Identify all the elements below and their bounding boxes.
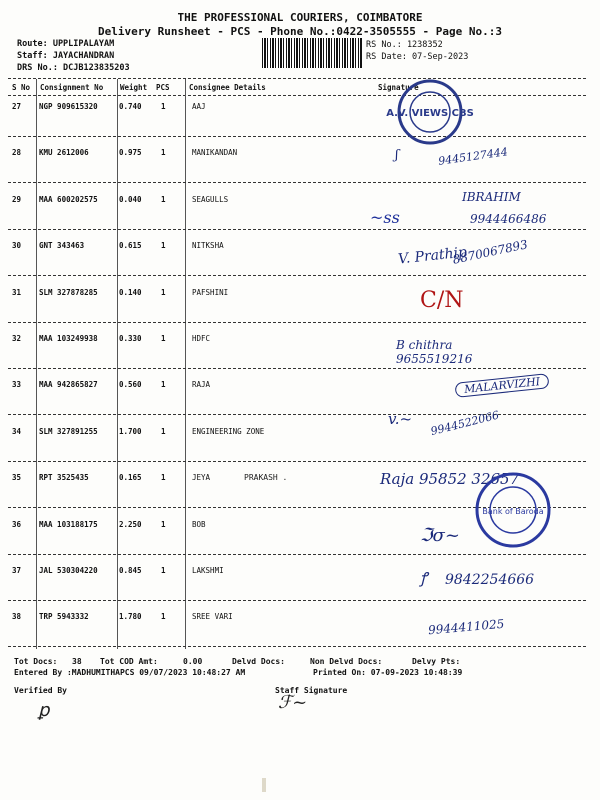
row-weight: 0.165 xyxy=(119,473,142,483)
signature-34: v.~ xyxy=(388,410,413,428)
rs-number: RS No.: 1238352 xyxy=(366,40,443,50)
row-consignment: MAA 103249938 xyxy=(39,334,98,343)
hand-28: 9445127444 xyxy=(437,145,509,168)
row-rule xyxy=(8,229,586,230)
signature-36: ℑσ~ xyxy=(420,525,460,546)
signature-28: ʃ xyxy=(395,148,399,163)
row-weight: 0.040 xyxy=(119,194,142,204)
row-rule xyxy=(8,600,586,601)
row-rule xyxy=(8,461,586,462)
row-consignee: NITKSHA xyxy=(192,241,224,251)
hand-37: 9842254666 xyxy=(445,572,535,588)
row-sno: 31 xyxy=(12,287,22,297)
header-rule-bottom xyxy=(8,95,586,96)
table-row xyxy=(8,98,586,144)
row-pcs: 1 xyxy=(161,241,166,251)
row-pcs: 1 xyxy=(161,426,166,436)
col-consignee: Consignee Details xyxy=(189,83,266,92)
row-consignment: MAA 600202575 xyxy=(39,194,98,204)
row-rule xyxy=(8,322,586,323)
row-pcs: 1 xyxy=(161,380,166,390)
row-consignee: RAJA xyxy=(192,380,211,390)
row-pcs: 1 xyxy=(161,519,166,529)
row-consignment: GNT 343463 xyxy=(39,241,85,251)
hand-32a: B chithra xyxy=(396,338,453,352)
staff-signature-label: Staff Signature xyxy=(275,686,348,695)
row-pcs: 1 xyxy=(161,287,166,297)
entered-by: Entered By :MADHUMITHAPCS 09/07/2023 10:48:27 AM xyxy=(14,668,246,677)
row-consignee: PAFSHINI xyxy=(192,287,229,297)
table-row xyxy=(8,330,586,376)
table-row xyxy=(8,608,586,654)
row-sno: 29 xyxy=(12,194,22,204)
row-consignee: LAKSHMI xyxy=(192,566,224,575)
row-sno: 34 xyxy=(12,426,22,436)
row-pcs: 1 xyxy=(161,612,166,622)
tot-docs-value: 38 xyxy=(72,657,82,666)
table-row xyxy=(8,423,586,469)
company-name: THE PROFESSIONAL COURIERS, COIMBATORE xyxy=(177,11,423,24)
row-weight: 0.615 xyxy=(119,241,142,251)
row-sno: 33 xyxy=(12,380,22,390)
row-consignee: BOB xyxy=(192,519,206,529)
table-row xyxy=(8,284,586,330)
row-rule xyxy=(8,368,586,369)
row-weight: 0.330 xyxy=(119,334,142,343)
hand-jeya-suffix: PRAKASH . xyxy=(244,473,288,482)
runsheet-title: Delivery Runsheet - PCS - Phone No.:0422-3505555 - Page No.:3 xyxy=(98,25,502,38)
row-rule xyxy=(8,554,586,555)
delvy-pts: Delvy Pts: xyxy=(412,657,461,666)
row-consignment: SLM 327891255 xyxy=(39,426,98,436)
paper-mark xyxy=(262,778,266,792)
hand-35: Raja 95852 32657 xyxy=(380,470,520,488)
row-weight: 0.740 xyxy=(119,102,142,111)
bank-stamp xyxy=(470,470,556,550)
delvd-docs: Delvd Docs: xyxy=(232,657,285,666)
row-pcs: 1 xyxy=(161,566,166,575)
row-consignment: MAA 942865827 xyxy=(39,380,98,390)
row-sno: 37 xyxy=(12,566,22,575)
row-consignee: ENGINEERING ZONE xyxy=(192,426,265,436)
hand-38: 9944411025 xyxy=(427,616,505,638)
printed-on: Printed On: 07-09-2023 10:48:39 xyxy=(313,668,463,677)
row-pcs: 1 xyxy=(161,194,166,204)
drs-number: DRS No.: DCJB123835203 xyxy=(17,63,130,73)
col-weight: Weight xyxy=(120,83,148,92)
row-rule xyxy=(8,646,586,647)
row-rule xyxy=(8,275,586,276)
row-weight: 2.250 xyxy=(119,519,142,529)
hand-30b: 8870067893 xyxy=(451,237,529,267)
rs-date: RS Date: 07-Sep-2023 xyxy=(366,52,469,62)
non-delvd-docs: Non Delvd Docs: xyxy=(310,657,383,666)
bank-stamp-text: Bank of Baroda xyxy=(482,507,544,516)
row-consignee: SREE VARI xyxy=(192,612,233,622)
row-weight: 1.780 xyxy=(119,612,142,622)
row-pcs: 1 xyxy=(161,102,166,111)
verified-by: Verified By xyxy=(14,686,67,695)
route: Route: UPPLIPALAYAM xyxy=(17,39,115,49)
row-sno: 28 xyxy=(12,148,22,158)
col-consignment: Consignment No xyxy=(40,83,104,92)
row-consignment: JAL 530304220 xyxy=(39,566,98,575)
tot-cod-value: 0.00 xyxy=(183,657,203,666)
row-rule xyxy=(8,414,586,415)
row-consignee: AAJ xyxy=(192,102,206,111)
row-weight: 0.140 xyxy=(119,287,142,297)
row-consignment: MAA 103188175 xyxy=(39,519,98,529)
row-pcs: 1 xyxy=(161,148,166,158)
row-weight: 0.560 xyxy=(119,380,142,390)
row-rule xyxy=(8,182,586,183)
row-consignment: KMU 2612006 xyxy=(39,148,89,158)
stamp-text: A.V. VIEWS CBS xyxy=(386,108,474,119)
col-pcs: PCS xyxy=(156,83,170,92)
hand-32b: 9655519216 xyxy=(396,352,473,366)
row-sno: 35 xyxy=(12,473,22,483)
header-rule-top xyxy=(8,78,586,79)
hand-30a: V. Prathip xyxy=(397,244,468,268)
row-sno: 36 xyxy=(12,519,22,529)
hand-29a: IBRAHIM xyxy=(462,190,521,204)
col-sno: S No xyxy=(12,83,31,92)
row-consignment: SLM 327878285 xyxy=(39,287,98,297)
row-pcs: 1 xyxy=(161,334,166,343)
row-weight: 0.845 xyxy=(119,566,142,575)
row-consignee: HDFC xyxy=(192,334,211,343)
row-weight: 0.975 xyxy=(119,148,142,158)
row-sno: 27 xyxy=(12,102,22,111)
signature-37: ꝭ xyxy=(420,569,428,587)
row-rule xyxy=(8,136,586,137)
signature-29: ~ss xyxy=(370,208,400,227)
row-consignment: TRP 5943332 xyxy=(39,612,89,622)
hand-31: C/N xyxy=(420,288,464,313)
hand-29b: 9944466486 xyxy=(470,212,547,226)
row-consignment: NGP 909615320 xyxy=(39,102,98,111)
row-sno: 38 xyxy=(12,612,22,622)
row-weight: 1.700 xyxy=(119,426,142,436)
row-pcs: 1 xyxy=(161,473,166,483)
row-consignment: RPT 3525435 xyxy=(39,473,89,483)
row-sno: 32 xyxy=(12,334,22,343)
company-stamp xyxy=(382,78,478,146)
row-consignee: JEYA xyxy=(192,473,211,483)
staff-signature: ℱ~ xyxy=(278,692,308,713)
tot-docs-label: Tot Docs: xyxy=(14,657,58,666)
hand-33: MALARVIZHI xyxy=(454,373,549,398)
col-signature: Signature xyxy=(378,83,419,92)
hand-34: 9944522066 xyxy=(429,408,501,439)
staff: Staff: JAYACHANDRAN xyxy=(17,51,115,61)
row-consignee: MANIKANDAN xyxy=(192,148,238,158)
row-sno: 30 xyxy=(12,241,22,251)
row-consignee: SEAGULLS xyxy=(192,194,229,204)
verifier-signature: ꝑ xyxy=(38,700,50,721)
barcode xyxy=(262,38,362,68)
tot-cod-label: Tot COD Amt: xyxy=(100,657,158,666)
